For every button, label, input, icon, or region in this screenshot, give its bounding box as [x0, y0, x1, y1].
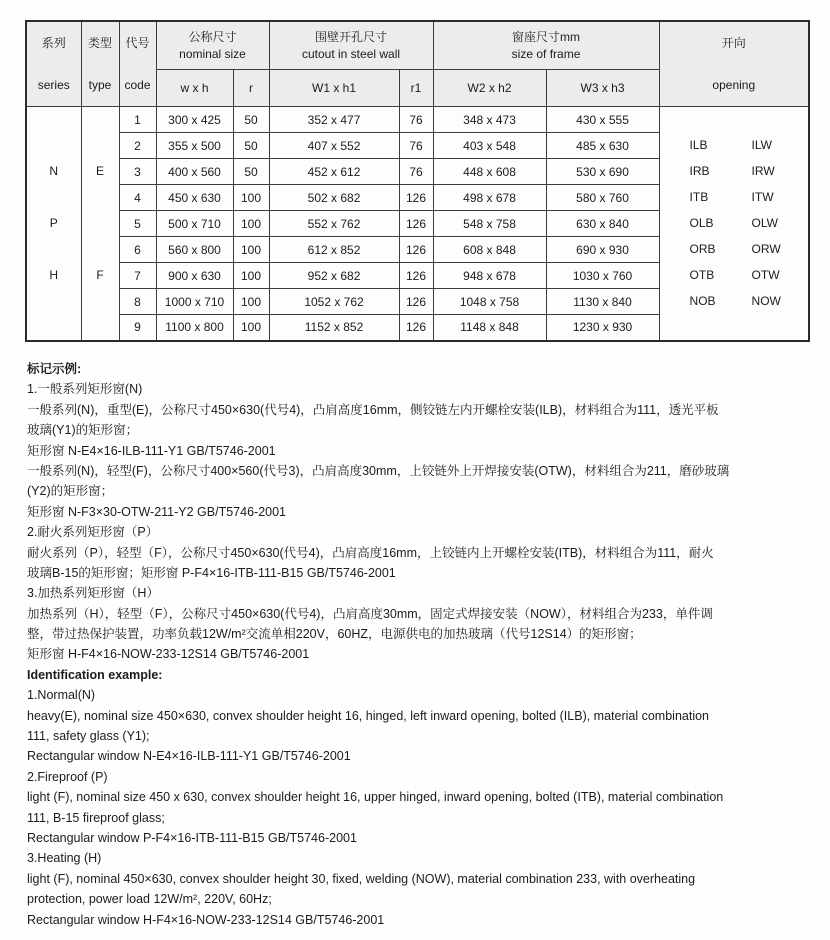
- cell-code: 5: [119, 211, 156, 237]
- note-line: Rectangular window P-F4×16-ITB-111-B15 GB/T5746-2001: [27, 830, 357, 845]
- cell-wh: 1100 x 800: [156, 315, 233, 341]
- table-header-row-1: [26, 21, 809, 70]
- note-line: 2.Fireproof (P): [27, 769, 108, 784]
- type-e: E: [95, 164, 104, 179]
- cell-wh: 900 x 630: [156, 263, 233, 289]
- header-code-zh: 代号: [125, 36, 150, 50]
- cell-code: 4: [119, 185, 156, 211]
- opening-code: OLW: [751, 216, 778, 231]
- header-type-en: type: [88, 78, 112, 92]
- cell-r1: 76: [399, 107, 433, 133]
- cell-r1: 126: [399, 185, 433, 211]
- note-line: heavy(E), nominal size 450×630, convex shoulder height 16, hinged, left inward opening, bolted (ILB), material combination: [27, 708, 710, 723]
- note-line: 矩形窗 N-E4×16-ILB-111-Y1 GB/T5746-2001: [27, 443, 276, 458]
- header-w1h1: W1 x h1: [269, 70, 399, 107]
- cell-code: 6: [119, 237, 156, 263]
- cell-code: 7: [119, 263, 156, 289]
- header-r1: r1: [399, 70, 433, 107]
- opening-code: ITW: [751, 190, 774, 205]
- header-type: [81, 21, 119, 107]
- note-line: 2.耐火系列矩形窗（P）: [27, 525, 159, 540]
- opening-code: OTW: [751, 268, 780, 283]
- header-type-zh: 类型: [87, 36, 112, 50]
- cell-w1h1: 612 x 852: [269, 237, 399, 263]
- cell-wh: 355 x 500: [156, 133, 233, 159]
- note-line: 矩形窗 H-F4×16-NOW-233-12S14 GB/T5746-2001: [27, 647, 310, 662]
- opening-code: IRB: [689, 164, 710, 179]
- header-nominal-en: nominal size: [179, 47, 246, 62]
- header-series-zh: 系列: [41, 36, 66, 50]
- series-n: N: [49, 164, 59, 179]
- opening-pair: [660, 288, 809, 314]
- opening-pair: [660, 236, 809, 262]
- notes-heading-zh: 标记示例:: [27, 362, 82, 376]
- cell-code: 9: [119, 315, 156, 341]
- cell-code: 1: [119, 107, 156, 133]
- type-column: [81, 107, 119, 341]
- header-cutout-en: cutout in steel wall: [301, 47, 401, 62]
- cell-w3h3: 690 x 930: [546, 237, 659, 263]
- cell-code: 2: [119, 133, 156, 159]
- header-nominal-zh: 公称尺寸: [188, 30, 237, 45]
- note-line: 一般系列(N)，重型(E)，公称尺寸450×630(代号4)，凸肩高度16mm，侧铰链左内开螺栓安装(ILB)，材料组合为111，透光平板: [27, 402, 719, 417]
- note-line: (Y2)的矩形窗；: [27, 484, 114, 499]
- cell-w3h3: 630 x 840: [546, 211, 659, 237]
- cell-r: 100: [233, 315, 269, 341]
- cell-w3h3: 1030 x 760: [546, 263, 659, 289]
- series-column: [26, 107, 81, 341]
- opening-code: ILB: [689, 138, 708, 153]
- series-p: P: [49, 216, 58, 231]
- header-cutout-zh: 围壁开孔尺寸: [315, 30, 388, 45]
- header-cutout: [269, 21, 433, 70]
- cell-w1h1: 352 x 477: [269, 107, 399, 133]
- cell-w2h2: 548 x 758: [433, 211, 546, 237]
- note-line: 耐火系列（P），轻型（F），公称尺寸450×630(代号4)，凸肩高度16mm，上铰链内上开螺栓安装(ITB)，材料组合为111，耐火: [27, 545, 714, 560]
- cell-r: 100: [233, 211, 269, 237]
- note-line: protection, power load 12W/m², 220V, 60Hz;: [27, 892, 272, 907]
- identification-examples: [27, 359, 817, 930]
- note-line: Rectangular window H-F4×16-NOW-233-12S14 GB/T5746-2001: [27, 912, 385, 927]
- note-line: 111, safety glass (Y1);: [27, 729, 150, 744]
- cell-r: 100: [233, 185, 269, 211]
- cell-wh: 400 x 560: [156, 159, 233, 185]
- header-frame-size: [433, 21, 659, 70]
- note-line: 玻璃(Y1)的矩形窗；: [27, 423, 139, 438]
- opening-pair: [660, 184, 809, 210]
- opening-pair: [660, 132, 809, 158]
- cell-w1h1: 502 x 682: [269, 185, 399, 211]
- header-nominal-size: [156, 21, 269, 70]
- cell-w3h3: 1130 x 840: [546, 289, 659, 315]
- note-line: 整，带过热保护装置，功率负载12W/m²交流单相220V，60HZ，电源供电的加热玻璃（代号12S14）的矩形窗；: [27, 627, 642, 642]
- cell-w3h3: 430 x 555: [546, 107, 659, 133]
- cell-r: 50: [233, 133, 269, 159]
- note-line: 矩形窗 N-F3×30-OTW-211-Y2 GB/T5746-2001: [27, 504, 287, 519]
- header-opening-en: opening: [712, 78, 756, 92]
- note-line: 一般系列(N)，轻型(F)，公称尺寸400×560(代号3)，凸肩高度30mm，上铰链外上开焊接安装(OTW)，材料组合为211，磨砂玻璃: [27, 463, 730, 478]
- cell-r1: 126: [399, 211, 433, 237]
- cell-code: 3: [119, 159, 156, 185]
- cell-w3h3: 530 x 690: [546, 159, 659, 185]
- note-line: 加热系列（H），轻型（F），公称尺寸450×630(代号4)，凸肩高度30mm，固定式焊接安装（NOW），材料组合为233，单件调: [27, 606, 713, 621]
- type-f: F: [96, 268, 104, 283]
- note-line: 111, B-15 fireproof glass;: [27, 810, 165, 825]
- note-line: 1.Normal(N): [27, 688, 96, 703]
- note-line: light (F), nominal size 450 x 630, convex shoulder height 16, upper hinged, inward opening, bolted (ITB), material combination: [27, 790, 724, 805]
- cell-wh: 450 x 630: [156, 185, 233, 211]
- cell-w2h2: 1048 x 758: [433, 289, 546, 315]
- cell-w1h1: 552 x 762: [269, 211, 399, 237]
- cell-r: 100: [233, 237, 269, 263]
- cell-r1: 126: [399, 237, 433, 263]
- cell-w1h1: 452 x 612: [269, 159, 399, 185]
- opening-code: ILW: [751, 138, 772, 153]
- note-line: 3.Heating (H): [27, 851, 102, 866]
- opening-code: ORB: [689, 242, 716, 257]
- note-line: 1.一般系列矩形窗(N): [27, 382, 143, 397]
- opening-code: OLB: [689, 216, 714, 231]
- note-line: 玻璃B-15的矩形窗；矩形窗 P-F4×16-ITB-111-B15 GB/T5746-2001: [27, 565, 396, 580]
- opening-code: NOW: [751, 294, 781, 309]
- cell-r1: 76: [399, 159, 433, 185]
- header-code: [119, 21, 156, 107]
- cell-w1h1: 407 x 552: [269, 133, 399, 159]
- cell-w3h3: 580 x 760: [546, 185, 659, 211]
- note-line: 3.加热系列矩形窗（H）: [27, 586, 159, 601]
- opening-column: [659, 107, 809, 341]
- cell-r1: 76: [399, 133, 433, 159]
- cell-w2h2: 403 x 548: [433, 133, 546, 159]
- note-line: light (F), nominal 450×630, convex shoulder height 30, fixed, welding (NOW), material combination 233, with overheating: [27, 871, 696, 886]
- cell-w1h1: 952 x 682: [269, 263, 399, 289]
- cell-code: 8: [119, 289, 156, 315]
- spec-table: [25, 20, 810, 342]
- cell-wh: 1000 x 710: [156, 289, 233, 315]
- header-r: r: [233, 70, 269, 107]
- cell-wh: 560 x 800: [156, 237, 233, 263]
- note-line: Rectangular window N-E4×16-ILB-111-Y1 GB/T5746-2001: [27, 749, 351, 764]
- header-w3h3: W3 x h3: [546, 70, 659, 107]
- header-wh: w x h: [156, 70, 233, 107]
- header-w2h2: W2 x h2: [433, 70, 546, 107]
- cell-w2h2: 498 x 678: [433, 185, 546, 211]
- header-opening-zh: 开向: [721, 36, 746, 50]
- cell-w1h1: 1052 x 762: [269, 289, 399, 315]
- cell-r: 100: [233, 289, 269, 315]
- cell-r1: 126: [399, 315, 433, 341]
- opening-code: ORW: [751, 242, 781, 257]
- opening-code: NOB: [689, 294, 716, 309]
- cell-r: 50: [233, 107, 269, 133]
- cell-w3h3: 1230 x 930: [546, 315, 659, 341]
- cell-wh: 500 x 710: [156, 211, 233, 237]
- header-series: [26, 21, 81, 107]
- header-opening: [659, 21, 809, 107]
- cell-r1: 126: [399, 289, 433, 315]
- header-frame-zh: 窗座尺寸mm: [512, 30, 581, 45]
- opening-code: OTB: [689, 268, 715, 283]
- cell-w2h2: 608 x 848: [433, 237, 546, 263]
- cell-w2h2: 448 x 608: [433, 159, 546, 185]
- table-row: [26, 107, 809, 133]
- cell-r1: 126: [399, 263, 433, 289]
- opening-code: IRW: [751, 164, 775, 179]
- series-h: H: [49, 268, 59, 283]
- cell-w2h2: 348 x 473: [433, 107, 546, 133]
- cell-r: 100: [233, 263, 269, 289]
- cell-w2h2: 948 x 678: [433, 263, 546, 289]
- cell-r: 50: [233, 159, 269, 185]
- header-series-en: series: [37, 78, 70, 92]
- opening-pair: [660, 158, 809, 184]
- notes-heading-en: Identification example:: [27, 667, 163, 682]
- header-code-en: code: [124, 78, 151, 92]
- cell-w1h1: 1152 x 852: [269, 315, 399, 341]
- cell-w3h3: 485 x 630: [546, 133, 659, 159]
- opening-code: ITB: [689, 190, 709, 205]
- cell-wh: 300 x 425: [156, 107, 233, 133]
- opening-pair: [660, 262, 809, 288]
- cell-w2h2: 1148 x 848: [433, 315, 546, 341]
- header-frame-en: size of frame: [511, 47, 581, 62]
- opening-pair: [660, 210, 809, 236]
